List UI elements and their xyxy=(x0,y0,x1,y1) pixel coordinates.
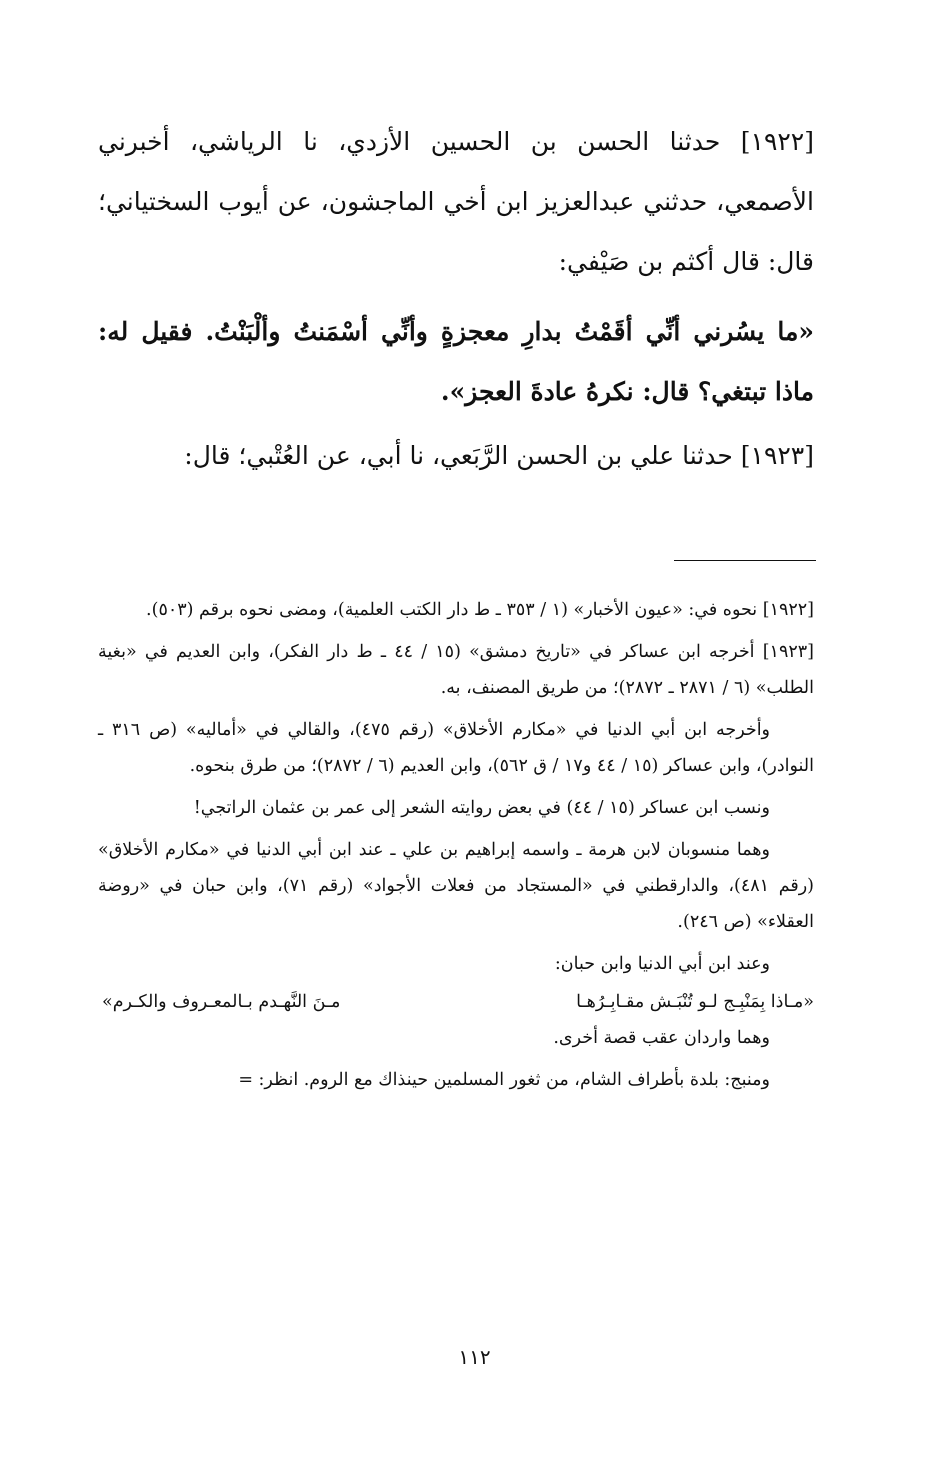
hadith-1923: [١٩٢٣] حدثنا علي بن الحسن الرَّبَعي، نا أبي، عن العُتْبي؛ قال: xyxy=(184,441,814,470)
footnotes xyxy=(98,592,814,1104)
footnote-1922: [١٩٢٢] نحوه في: «عيون الأخبار» (١ / ٣٥٣ ـ ط دار الكتب العلمية)، ومضى نحوه برقم (٥٠٣). xyxy=(146,600,814,620)
verse-first-hemistich: «مـاذا بِمَنْبِـج لـو تُنْبَـش مقـابِـرُهـا xyxy=(576,992,814,1012)
footnote-separator xyxy=(674,560,816,561)
hadith-1922-quote: «ما يسُرني أنِّي أقَمْتُ بدارِ معجزةٍ وأنِّي أسْمَنتُ وألْبَنْتُ. فقيل له: ماذا تبتغي؟ قال: نكرهُ عادةَ العجز». xyxy=(98,317,814,406)
footnote-1923-context: وهما واردان عقب قصة أخرى. xyxy=(553,1028,770,1048)
footnote-1923: [١٩٢٣] أخرجه ابن عساكر في «تاريخ دمشق» (١٥ / ٤٤ ـ ط دار الفكر)، وابن العديم في «بغية الطلب» (٦ / ٢٨٧١ ـ ٢٨٧٢)؛ من طريق المصنف، به. xyxy=(98,642,814,698)
footnote-1923-attribution: ونسب ابن عساكر (١٥ / ٤٤) في بعض روايته الشعر إلى عمر بن عثمان الراتجي! xyxy=(193,798,770,818)
hadith-1922: [١٩٢٢] حدثنا الحسن بن الحسين الأزدي، نا الرياشي، أخبرني الأصمعي، حدثني عبدالعزيز ابن أخي الماجشون، عن أيوب السختياني؛ قال: قال أكثم بن صَيْفي: xyxy=(98,127,814,276)
poem-verse xyxy=(98,984,814,1020)
verse-second-hemistich: مـنَ النَّهـدم بـالمعـروف والكـرم» xyxy=(102,992,341,1012)
footnote-1923-manbij: ومنبج: بلدة بأطراف الشام، من ثغور المسلمين حينذاك مع الروم. انظر: = xyxy=(238,1070,770,1090)
footnote-1923-sources: وأخرجه ابن أبي الدنيا في «مكارم الأخلاق» (رقم ٤٧٥)، والقالي في «أماليه» (ص ٣١٦ ـ النوادر)، وابن عساكر (١٥ / ٤٤ و١٧ / ق ٥٦٢)، وابن العديم (٦ / ٢٨٧٢)؛ من طرق بنحوه. xyxy=(98,720,814,776)
footnote-1923-ibn-harma: وهما منسوبان لابن هرمة ـ واسمه إبراهيم بن علي ـ عند ابن أبي الدنيا في «مكارم الأخلاق» (رقم ٤٨١)، والدارقطني في «المستجاد من فعلات الأجواد» (رقم ٧١)، وابن حبان في «روضة العقلاء» (ص ٢٤٦). xyxy=(98,840,814,932)
main-text xyxy=(98,112,814,486)
page-number: ١١٢ xyxy=(458,1345,491,1369)
footnote-1923-variant-intro: وعند ابن أبي الدنيا وابن حبان: xyxy=(554,954,770,974)
